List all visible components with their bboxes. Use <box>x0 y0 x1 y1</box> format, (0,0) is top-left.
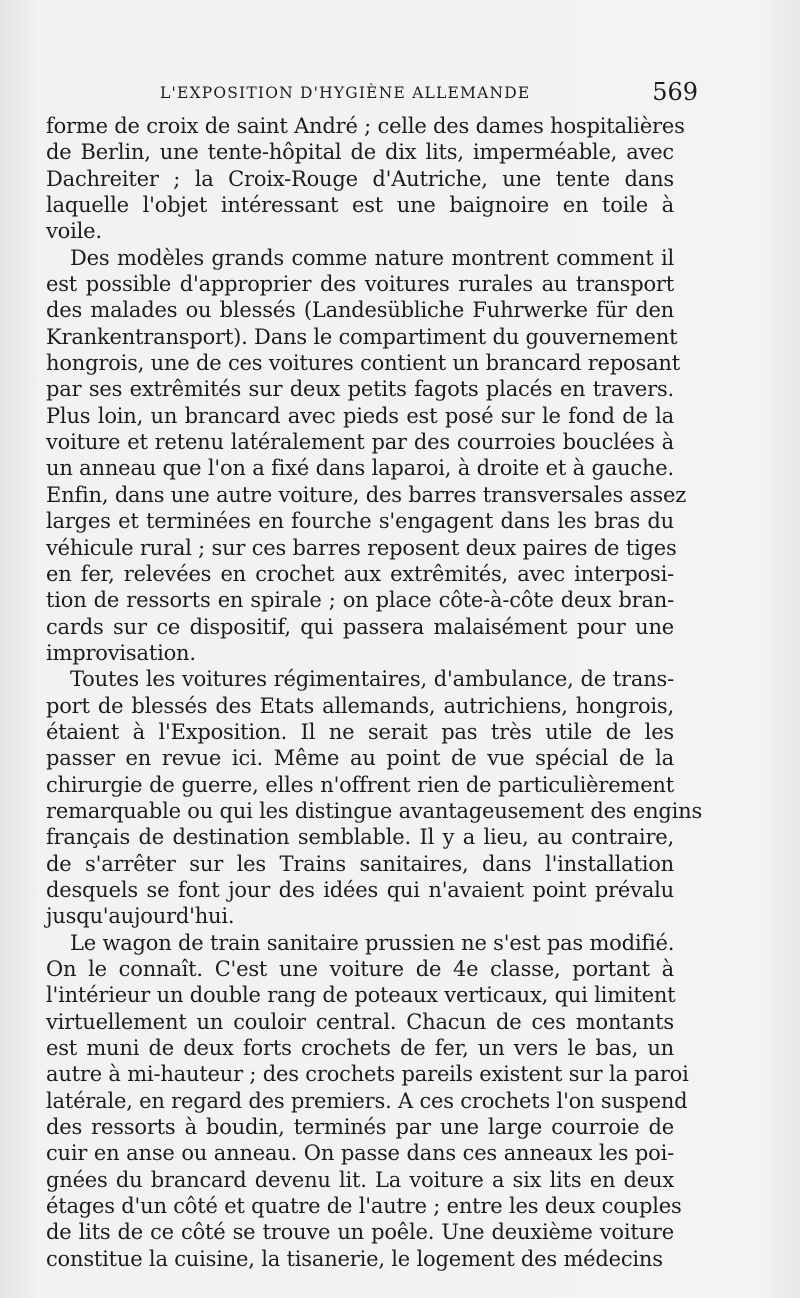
text-line: Toutes les voitures régimentaires, d'ambulance, de trans- <box>70 667 674 692</box>
text-line: Plus loin, un brancard avec pieds est posé sur le fond de la <box>46 403 674 428</box>
running-title: L'EXPOSITION D'HYGIÈNE ALLEMANDE <box>160 84 531 102</box>
text-line: est possible d'approprier des voitures rurales au transport <box>46 272 674 297</box>
text-line: chirurgie de guerre, elles n'offrent rien de particulièrement <box>46 772 674 797</box>
text-line: constitue la cuisine, la tisanerie, le logement des médecins <box>46 1246 663 1271</box>
text-line: étages d'un côté et quatre de l'autre ; entre les deux couples <box>46 1194 682 1219</box>
text-line: On le connaît. C'est une voiture de 4e classe, portant à <box>46 957 674 981</box>
text-line: port de blessés des Etats allemands, autrichiens, hongrois, <box>46 693 674 718</box>
text-line: des malades ou blessés (Landesübliche Fuhrwerke für den <box>46 298 674 323</box>
text-line: des ressorts à boudin, terminés par une large courroie de <box>46 1115 674 1140</box>
page-number: 569 <box>652 78 698 106</box>
text-line: voile. <box>46 219 102 244</box>
paragraph <box>46 245 687 667</box>
text-line: jusqu'aujourd'hui. <box>46 904 235 929</box>
text-line: Le wagon de train sanitaire prussien ne s'est pas modifié. <box>70 930 675 955</box>
text-line: desquels se font jour des idées qui n'avaient point prévalu <box>46 877 674 902</box>
text-line: de s'arrêter sur les Trains sanitaires, dans l'installation <box>46 851 674 876</box>
text-line: étaient à l'Exposition. Il ne serait pas très utile de les <box>46 719 674 744</box>
paragraph <box>46 113 685 245</box>
text-line: remarquable ou qui les distingue avantageusement des engins <box>46 798 703 823</box>
paragraph <box>46 666 703 929</box>
text-line: véhicule rural ; sur ces barres reposent deux paires de tiges <box>46 535 677 560</box>
text-line: larges et terminées en fourche s'engagent dans les bras du <box>46 509 674 534</box>
text-line: virtuellement un couloir central. Chacun de ces montants <box>46 1009 674 1034</box>
running-head <box>40 78 698 108</box>
text-line: de Berlin, une tente-hôpital de dix lits, imperméable, avec <box>46 140 674 165</box>
text-line: passer en revue ici. Même au point de vue spécial de la <box>46 746 674 771</box>
paragraph <box>46 930 689 1272</box>
text-line: Krankentransport). Dans le compartiment du gouvernement <box>46 324 678 349</box>
text-line: hongrois, une de ces voitures contient un brancard reposant <box>46 351 680 376</box>
body-text <box>46 113 703 1272</box>
text-line: cuir en anse ou anneau. On passe dans ces anneaux les poi- <box>46 1141 674 1166</box>
text-line: Des modèles grands comme nature montrent comment il <box>70 245 674 270</box>
text-line: Enfin, dans une autre voiture, des barres transversales assez <box>46 482 687 507</box>
text-line: en fer, relevées en crochet aux extrêmités, avec interposi- <box>46 561 674 586</box>
text-line: de lits de ce côté se trouve un poêle. Une deuxième voiture <box>46 1220 674 1245</box>
text-line: l'intérieur un double rang de poteaux verticaux, qui limitent <box>46 983 676 1008</box>
text-line: cards sur ce dispositif, qui passera malaisément pour une <box>46 614 674 639</box>
text-line: gnées du brancard devenu lit. La voiture a six lits en deux <box>46 1167 674 1192</box>
text-line: français de destination semblable. Il y a lieu, au contraire, <box>46 825 674 850</box>
text-line: improvisation. <box>46 640 196 665</box>
text-line: par ses extrêmités sur deux petits fagots placés en travers. <box>46 377 674 402</box>
text-line: voiture et retenu latéralement par des courroies bouclées à <box>46 430 674 455</box>
text-line: un anneau que l'on a fixé dans laparoi, à droite et à gauche. <box>46 456 674 481</box>
text-line: Dachreiter ; la Croix-Rouge d'Autriche, une tente dans <box>46 166 674 191</box>
text-line: laquelle l'objet intéressant est une baignoire en toile à <box>46 193 674 218</box>
text-line: autre à mi-hauteur ; des crochets pareils existent sur la paroi <box>46 1062 689 1087</box>
text-line: est muni de deux forts crochets de fer, un vers le bas, un <box>46 1036 674 1061</box>
text-line: tion de ressorts en spirale ; on place côte-à-côte deux bran- <box>46 588 674 613</box>
text-line: forme de croix de saint André ; celle des dames hospitalières <box>46 114 685 138</box>
text-line: latérale, en regard des premiers. A ces crochets l'on suspend <box>46 1088 688 1113</box>
